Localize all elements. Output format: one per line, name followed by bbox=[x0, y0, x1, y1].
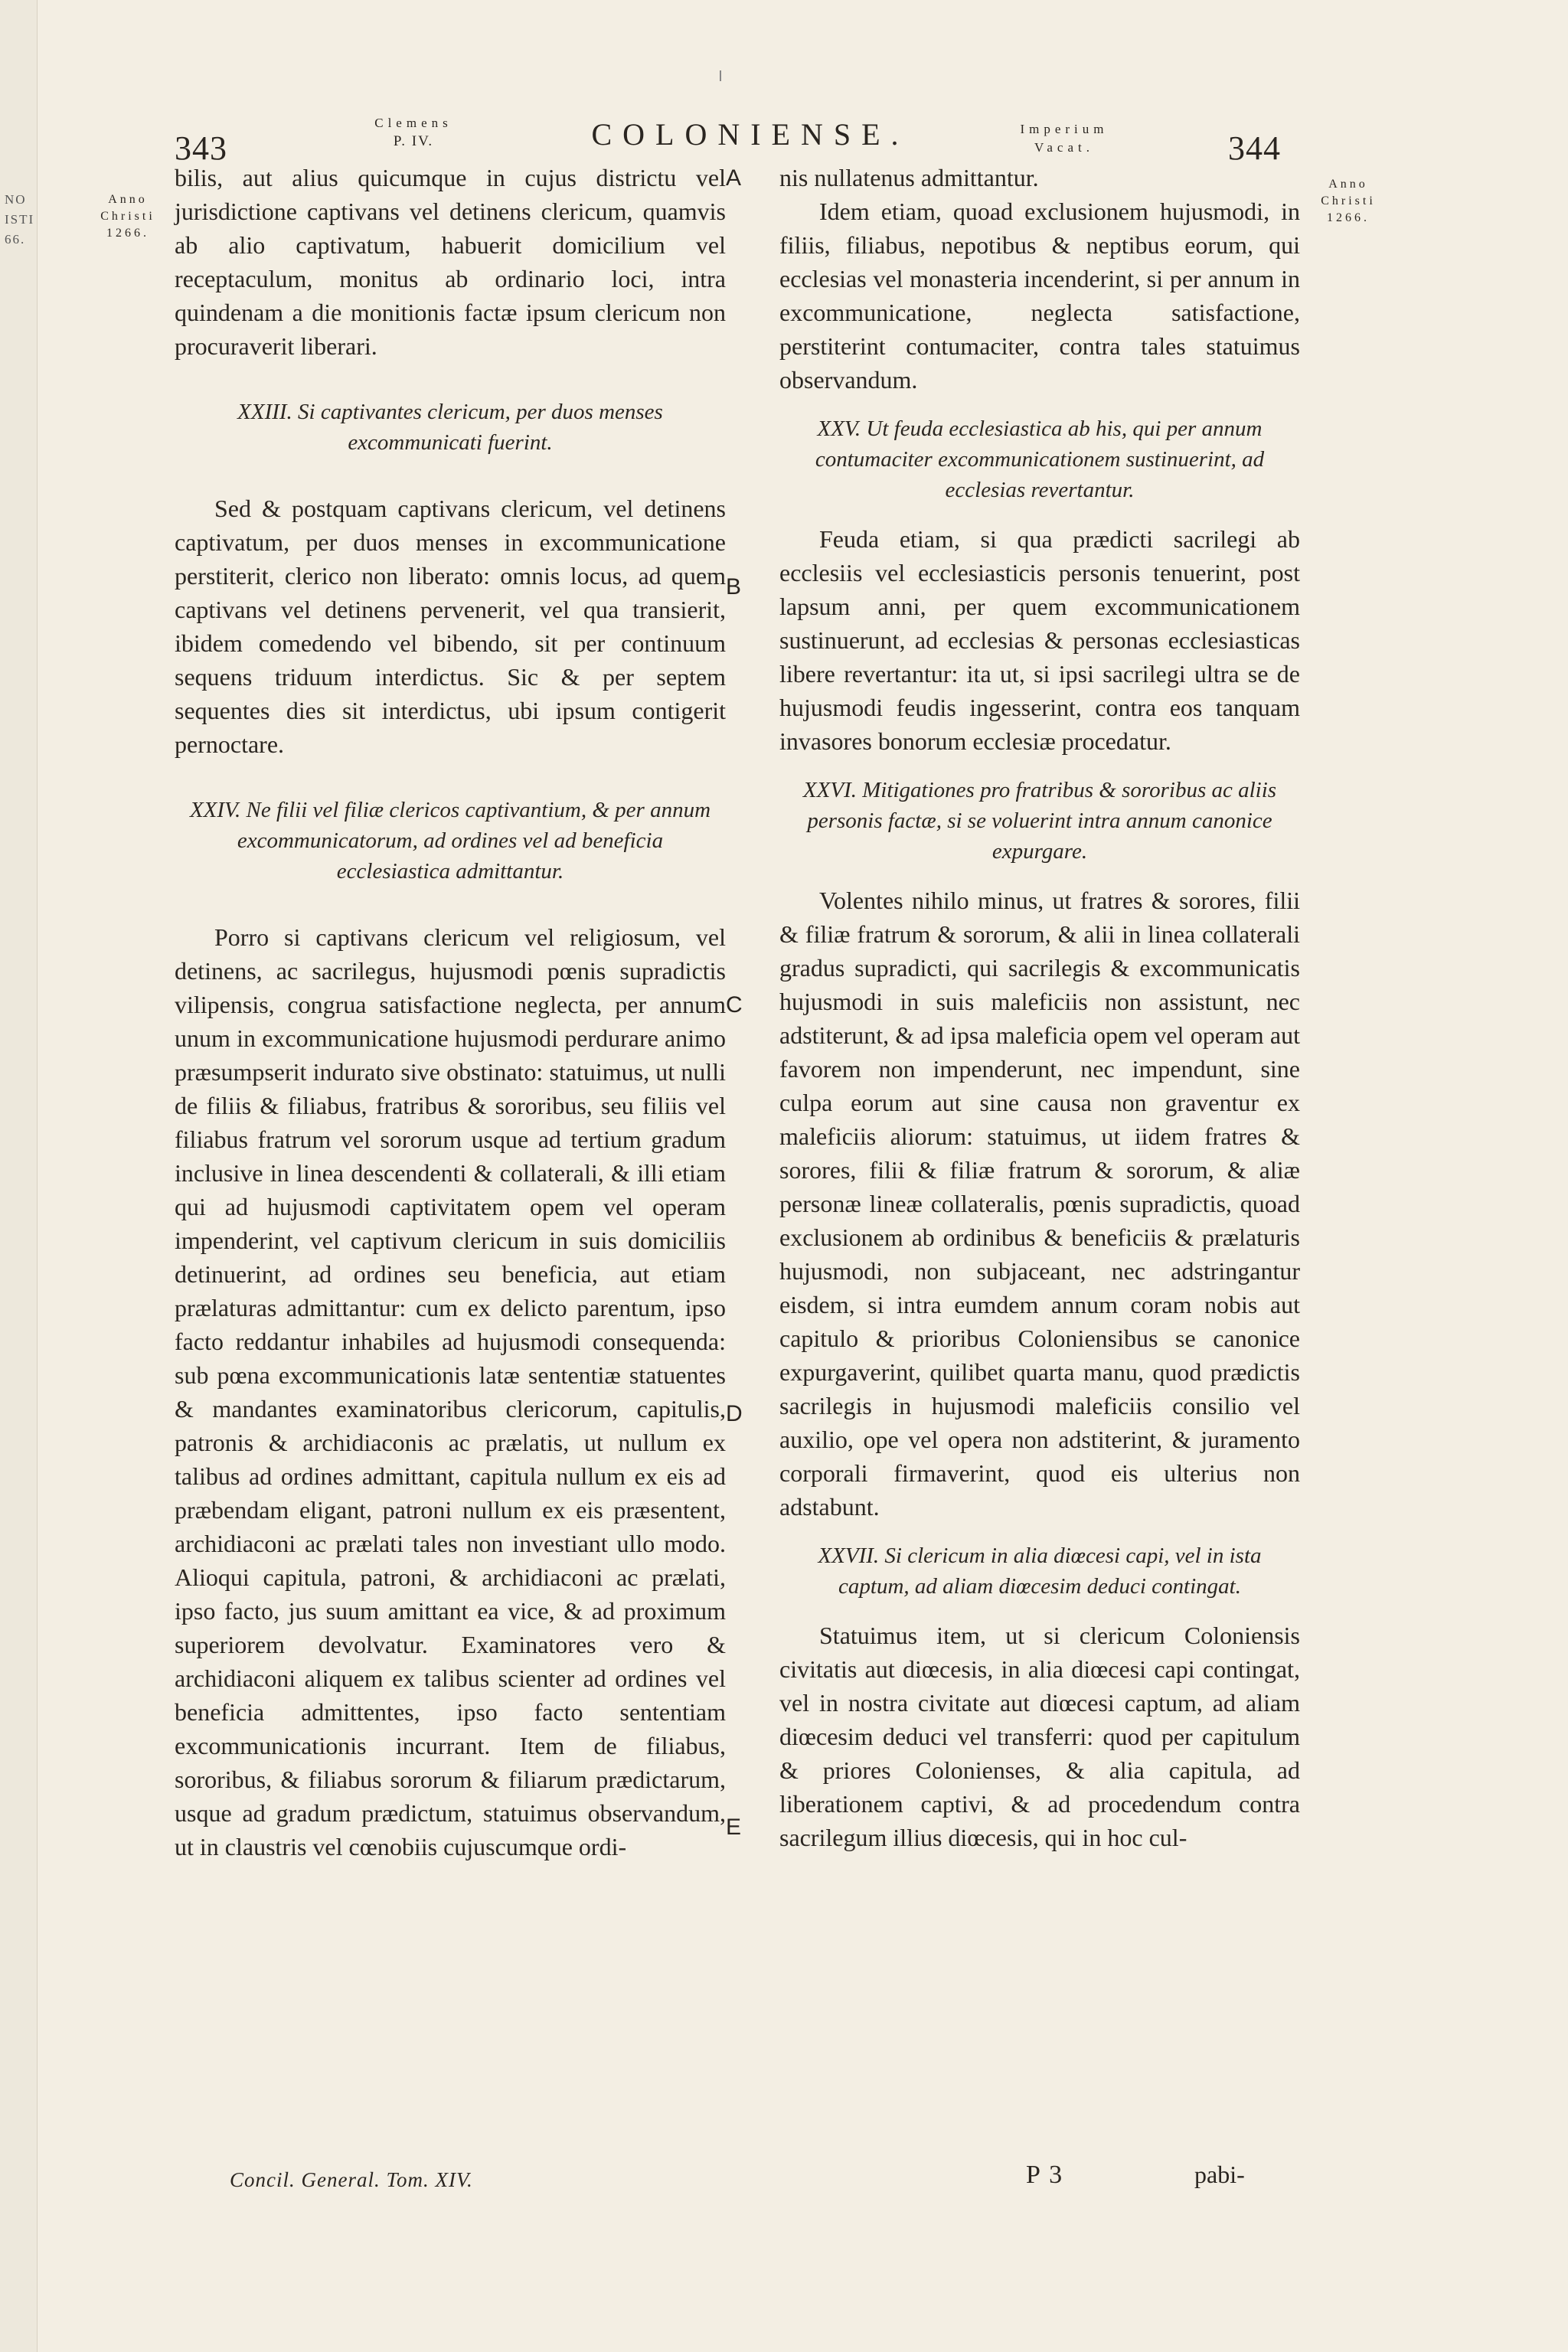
adjacent-page-edge bbox=[0, 0, 38, 2352]
footer-catchword: pabi- bbox=[1194, 2161, 1245, 2188]
edge-text-2: ISTI bbox=[5, 212, 35, 227]
header-left-small-1: Clemens bbox=[374, 116, 452, 130]
section-letter-b: B bbox=[726, 574, 742, 599]
paragraph: Porro si captivans clericum vel religiosum, vel detinens, ac sacrilegus, hujusmodi pœnis supradictis vilipensis, congrua satisfactione neglecta, per annum unum in excommunicatione hujusmodi perdurare animo præsumpserit indurato sive obstinato: statuimus, ut nulli de filiis & filiabus, fratribus & sororibus, seu filiis vel filiabus fratrum vel sororum usque ad tertium gradum inclusive in linea descendenti & collaterali, & illi etiam qui ad hujusmodi captivitatem opem vel operam impenderint, vel captivum clericum in suis domiciliis detinuerint, ad ordines seu beneficia, aut etiam prælaturas admittantur: cum ex delicto parentum, ipso facto reddantur inhabiles ad hujusmodi consequenda: sub pœna excommunicationis latæ sententiæ statuentes & mandantes examinatoribus clericorum, capitulis, patronis & archidiaconis ac prælatis, ut nullum ex talibus ad ordines admittant, capitula nullum ex eis ad præbendam eligant, patroni nullum ex eis præsentent, archidiaconi ac prælati tales non investiant ullo modo. Alioqui capitula, patroni, & archidiaconi ac prælati, ipso facto, jus suum amittant ea vice, & ad proximum superiorem devolvatur. Examinatores vero & archidiaconi aliquem ex talibus scienter ad ordines vel beneficia admittentes, ipso facto sententiam excommunicationis incurrant. Item de filiabus, sororibus, & filiabus sororum & filiarum prædictarum, usque ad gradum prædictum, statuimus observandum, ut in claustris vel cœnobiis cujuscumque ordi- bbox=[175, 923, 726, 1860]
paragraph: nis nullatenus admittantur. bbox=[779, 164, 1039, 191]
margin-year-left bbox=[86, 191, 170, 242]
header-right-small-1: Imperium bbox=[1020, 122, 1109, 136]
footer-volume-note: Concil. General. Tom. XIV. bbox=[230, 2168, 473, 2191]
section-letter-d: D bbox=[726, 1401, 743, 1426]
paragraph: Sed & postquam captivans clericum, vel detinens captivatum, per duos menses in excommunicatione perstiterit, clerico non liberato: omnis locus, ad quem captivans vel detinens pervenerit, vel qua transierit, ibidem comedendo vel bibendo, sit per continuum sequens triduum interdictus. Sic & per septem sequentes dies sit interdictus, ubi ipsum contigerit pernoctare. bbox=[175, 495, 726, 758]
paragraph: Statuimus item, ut si clericum Coloniensis civitatis aut diœcesis, in alia diœcesi capi contingat, vel in nostra civitate aut diœcesi captum, ad aliam diœcesim deduci vel transferri: quod per capitulum & priores Colonienses, & alia capitula, ad liberationem captivi, & ad procedendum contra sacrilegum illius diœcesis, qui in hoc cul- bbox=[779, 1622, 1300, 1851]
section-letter-a: A bbox=[726, 165, 742, 191]
left-column bbox=[175, 161, 726, 1864]
page-title: COLONIENSE. bbox=[591, 117, 910, 152]
margin-anno-left: Anno bbox=[108, 193, 148, 206]
page-number-right: 344 bbox=[1228, 129, 1281, 167]
paragraph: Volentes nihilo minus, ut fratres & sorores, filii & filiæ fratrum & sororum, & alii in linea collaterali gradus supradicti, qui sacrilegis & excommunicatis hujusmodi in suis maleficiis non assistunt, nec adstiterunt, & ad ipsa maleficia opem vel operam aut favorem non impenderunt, nec impendunt, sine culpa eorum aut sine causa non graventur ex maleficiis aliorum: statuimus, ut iidem fratres & sorores, filii & filiæ fratrum & sororum, & aliæ personæ lineæ collateralis, pœnis supradictis, quoad exclusionem ab ordinibus & beneficiis & prælaturis hujusmodi, non subjaceant, nec adstringantur eisdem, si intra eumdem annum coram nobis aut capitulo & prioribus Coloniensibus se canonice expurgaverint, quilibet quarta manu, quod prædictis sacrilegis in hujusmodi maleficiis consilio vel auxilio, ope vel opera non adstiterint, & juramento corporali firmaverint, quod eis ulterius non adstabunt. bbox=[779, 887, 1300, 1521]
footer-signature-mark: P 3 bbox=[1026, 2161, 1064, 2189]
section-letter-e: E bbox=[726, 1815, 742, 1840]
section-heading: XXVII. Si clericum in alia diœcesi capi, vel in ista captum, ad aliam diœcesim deduci contingat. bbox=[818, 1544, 1262, 1599]
paragraph: bilis, aut alius quicumque in cujus districtu vel jurisdictione captivans vel detinens clericum, quamvis ab alio captivatum, habuerit domicilium vel receptaculum, monitus ab ordinario loci, intra quindenam a die monitionis factæ ipsum clericum non procuraverit liberari. bbox=[175, 164, 726, 360]
margin-year-right-value: 1266. bbox=[1327, 211, 1370, 224]
section-heading: XXIII. Si captivantes clericum, per duos menses excommunicati fuerint. bbox=[237, 400, 663, 455]
margin-year-left-value: 1266. bbox=[106, 227, 149, 240]
page-number-left: 343 bbox=[175, 129, 227, 167]
section-heading: XXIV. Ne filii vel filiæ clericos captivantium, & per annum excommunicatorum, ad ordines vel ad beneficia ecclesiastica admittantur. bbox=[189, 798, 711, 884]
section-heading: XXV. Ut feuda ecclesiastica ab his, qui per annum contumaciter excommunicationem sustinuerint, ad ecclesias revertantur. bbox=[815, 416, 1265, 502]
margin-anno-right: Anno bbox=[1328, 178, 1368, 191]
margin-year-right bbox=[1306, 176, 1390, 227]
edge-text-1: NO bbox=[5, 192, 27, 207]
paragraph: Idem etiam, quoad exclusionem hujusmodi, in filiis, filiabus, nepotibus & neptibus eorum, qui ecclesias vel monasteria incenderint, si per annum in excommunicatione, neglecta satisfactione, perstiterint contumaciter, contra tales statuimus observandum. bbox=[779, 198, 1300, 394]
header-right-small-2: Vacat. bbox=[1034, 140, 1094, 155]
right-column bbox=[779, 161, 1300, 1854]
edge-text-3: 66. bbox=[5, 232, 26, 247]
margin-christi-left: Christi bbox=[100, 210, 155, 223]
section-heading: XXVI. Mitigationes pro fratribus & sororibus ac aliis personis factæ, si se voluerint intra annum canonice expurgare. bbox=[802, 778, 1277, 864]
header-left-small-2: P. IV. bbox=[393, 133, 434, 149]
running-header bbox=[0, 0, 1568, 176]
margin-christi-right: Christi bbox=[1321, 194, 1376, 207]
paragraph: Feuda etiam, si qua prædicti sacrilegi ab ecclesiis vel ecclesiasticis personis tenuerint, post lapsum anni, per quem excommunicationem sustinuerunt, ad ecclesias & personas ecclesiasticas libere revertantur: ita ut, si ipsi sacrilegi ultra se de hujusmodi feudis ingesserint, contra eos tanquam invasores bonorum ecclesiæ procedatur. bbox=[779, 525, 1300, 755]
section-letter-c: C bbox=[726, 992, 743, 1018]
